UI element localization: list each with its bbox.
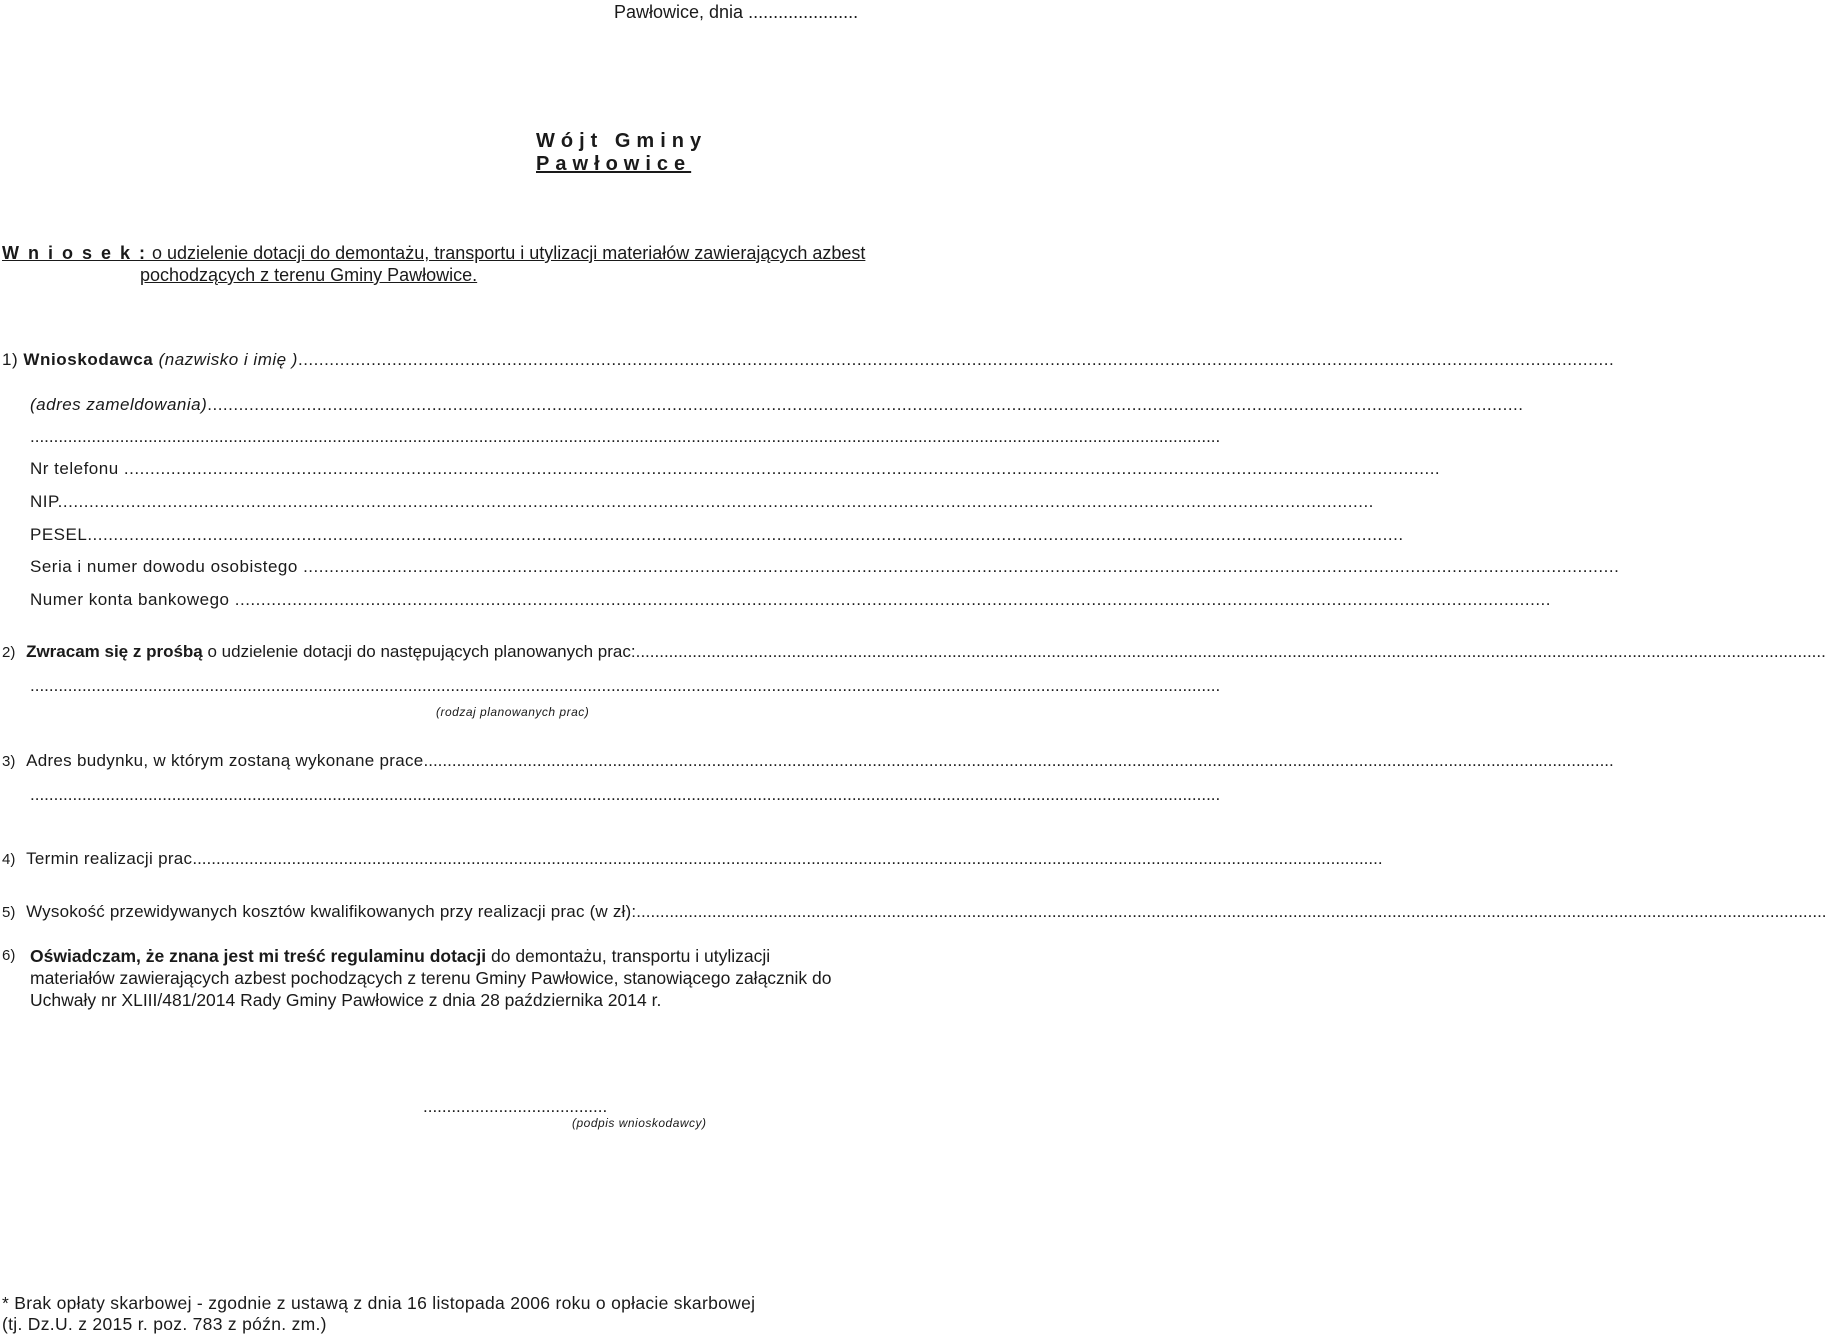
item-number: 3) [2, 753, 16, 770]
section6-line1 [30, 945, 958, 967]
section2-bold: Zwracam się z prośbą [26, 642, 203, 661]
item-number: 1) [2, 350, 19, 369]
account-row [30, 590, 1551, 610]
section2-row [2, 642, 1826, 663]
section2-fill-dots-2[interactable]: ............................................................................................................................................................................................................................................................ [30, 676, 1221, 695]
pesel-row [30, 525, 1404, 545]
signature-hint: (podpis wnioskodawcy) [572, 1116, 707, 1130]
section5-text: Wysokość przewidywanych kosztów kwalifikowanych przy realizacji prac (w zł): [26, 902, 637, 921]
section6-text1: do demontażu, transportu i utylizacji [486, 946, 771, 966]
section5-row [2, 902, 1827, 923]
pesel-label: PESEL [30, 525, 88, 544]
item-number: 4) [2, 851, 16, 868]
section2-text: o udzielenie dotacji do następujących planowanych prac: [202, 642, 636, 661]
id-row [30, 557, 1620, 577]
phone-row [30, 459, 1441, 479]
request-text-line2: pochodzących z terenu Gminy Pawłowice. [140, 265, 478, 285]
nip-fill-dots[interactable]: ............................................................................................................................................................................................................................................................ [57, 492, 1374, 511]
section3-fill-dots-2[interactable]: ............................................................................................................................................................................................................................................................ [30, 785, 1221, 804]
signature-dots[interactable]: ....................................... [423, 1097, 608, 1116]
address-row [30, 395, 1524, 415]
section4-row [2, 849, 1383, 870]
section5-fill-dots[interactable]: ............................................................................................................................................................................................................................................................ [636, 902, 1827, 921]
applicant-label: Wnioskodawca [23, 350, 154, 369]
item-number: 2) [2, 644, 16, 661]
phone-label: Nr telefonu [30, 459, 119, 478]
section4-fill-dots[interactable]: ............................................................................................................................................................................................................................................................ [192, 849, 1383, 868]
account-label: Numer konta bankowego [30, 590, 230, 609]
request-line1 [2, 242, 865, 264]
addressee-line2: Pawłowice [536, 153, 692, 175]
account-fill-dots[interactable]: ............................................................................................................................................................................................................................................................ [234, 590, 1551, 609]
date-line: Pawłowice, dnia ...................... [614, 2, 859, 22]
id-fill-dots[interactable]: ............................................................................................................................................................................................................................................................ [303, 557, 1620, 576]
applicant-hint: (nazwisko i imię ) [158, 350, 298, 369]
item-number: 5) [2, 904, 16, 921]
section6-line2: materiałów zawierających azbest pochodzących z terenu Gminy Pawłowice, stanowiącego załącznik do [30, 968, 832, 988]
section6-bold: Oświadczam, że znana jest mi treść regulaminu dotacji [30, 946, 487, 966]
request-label: W n i o s e k : [2, 243, 148, 263]
address-fill-dots-2[interactable]: ............................................................................................................................................................................................................................................................ [30, 427, 1221, 446]
section3-fill-dots[interactable]: ............................................................................................................................................................................................................................................................ [423, 751, 1614, 770]
applicant-row [2, 350, 1615, 370]
nip-row [30, 492, 1374, 512]
section2-fill-dots[interactable]: ............................................................................................................................................................................................................................................................ [635, 642, 1826, 661]
section2-hint: (rodzaj planowanych prac) [436, 705, 590, 719]
request-text-line1: o udzielenie dotacji do demontażu, transportu i utylizacji materiałów zawierających azbest [147, 243, 866, 263]
item-number: 6) [2, 947, 16, 964]
footnote-line1: * Brak opłaty skarbowej - zgodnie z ustawą z dnia 16 listopada 2006 roku o opłacie skarbowej [2, 1293, 756, 1313]
applicant-fill-dots[interactable]: ............................................................................................................................................................................................................................................................ [297, 350, 1615, 369]
section3-text: Adres budynku, w którym zostaną wykonane prace [26, 751, 424, 770]
section3-row [2, 751, 1614, 772]
phone-fill-dots[interactable]: ............................................................................................................................................................................................................................................................ [123, 459, 1441, 478]
section6-line3: Uchwały nr XLIII/481/2014 Rady Gminy Pawłowice z dnia 28 października 2014 r. [30, 990, 662, 1010]
footnote-line2: (tj. Dz.U. z 2015 r. poz. 783 z późn. zm.) [2, 1314, 327, 1334]
addressee-line1: Wójt Gminy [536, 130, 708, 152]
section4-text: Termin realizacji prac [26, 849, 193, 868]
nip-label: NIP [30, 492, 58, 511]
id-label: Seria i numer dowodu osobistego [30, 557, 298, 576]
pesel-fill-dots[interactable]: ............................................................................................................................................................................................................................................................ [87, 525, 1404, 544]
address-fill-dots[interactable]: ............................................................................................................................................................................................................................................................ [207, 395, 1524, 414]
address-hint: (adres zameldowania) [30, 395, 208, 414]
